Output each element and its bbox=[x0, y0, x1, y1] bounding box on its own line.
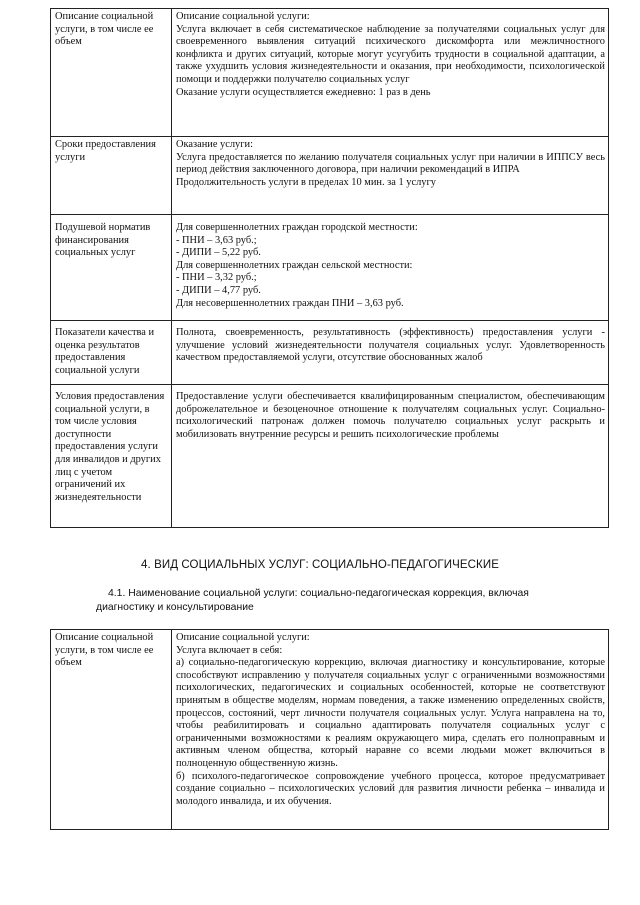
content-line: Услуга включает в себя: bbox=[176, 644, 283, 656]
row-content bbox=[172, 321, 609, 385]
subheading-line: 4.1. Наименование социальной услуги: социально-педагогическая коррекция, включая bbox=[108, 588, 529, 599]
section-heading: 4. ВИД СОЦИАЛЬНЫХ УСЛУГ: СОЦИАЛЬНО-ПЕДАГОГИЧЕСКИЕ bbox=[141, 559, 499, 571]
content-line: - ДИПИ – 4,77 руб. bbox=[176, 284, 261, 296]
row-content bbox=[172, 630, 609, 830]
row-content bbox=[172, 137, 609, 215]
content-line: Предоставление услуги обеспечивается квалифицированным специалистом, обеспечивающим доброжелательное и безоценочное отношение к получателям социальных услуг. Социально-психологический патронаж должен помочь получателю социальных услуг раскрыть и мобилизовать внутренние ресурсы и решить психологические проблемы bbox=[176, 391, 605, 440]
service-table-3 bbox=[50, 8, 609, 528]
table-row bbox=[51, 630, 609, 830]
content-line: - ПНИ – 3,32 руб.; bbox=[176, 272, 257, 284]
content-line: Для совершеннолетних граждан городской местности: bbox=[176, 222, 418, 233]
row-label: Показатели качества и оценка результатов предоставления социальной услуги bbox=[51, 321, 172, 385]
content-line: Для совершеннолетних граждан сельской местности: bbox=[176, 259, 413, 271]
content-line: Описание социальной услуги: bbox=[176, 632, 310, 643]
content-line: а) социально-педагогическую коррекцию, включая диагностику и консультирование, которые способствуют исправлению у получателя социальных услуг с ограниченными возможностями психологических, педагогических и социальных особенностей, которые не соответствуют принятым в обществе моделям, нормам поведения, а также изменению определенных свойств, процессов, состояний, черт личности получателя социальных услуг. Услуга направлена на то, чтобы реабилитировать и социально адаптировать получателя социальных услуг с ограниченными возможностями к реалиям окружающего мира, сделать его полноправным и активным членом общества, который наравне со всеми людьми может включиться в полноценную общественную жизнь. bbox=[176, 657, 605, 769]
row-content bbox=[172, 9, 609, 137]
section-subheading bbox=[96, 587, 578, 615]
content-line: - ДИПИ – 5,22 руб. bbox=[176, 247, 261, 259]
content-line: Оказание услуги: bbox=[176, 139, 253, 150]
content-line: Услуга предоставляется по желанию получателя социальных услуг при наличии в ИППСУ весь период действия заключенного договора, при наличии рекомендаций в ИПРА bbox=[176, 151, 605, 176]
row-content bbox=[172, 385, 609, 528]
table-row bbox=[51, 9, 609, 137]
row-content bbox=[172, 215, 609, 321]
content-line: б) психолого-педагогическое сопровождение учебного процесса, которое предусматривает создание социально – психологических условий для развития личности ребенка – инвалида и молодого инвалида, и их обучения. bbox=[176, 770, 605, 807]
content-line: - ПНИ – 3,63 руб.; bbox=[176, 234, 257, 246]
content-line: Оказание услуги осуществляется ежедневно: 1 раз в день bbox=[176, 86, 431, 98]
table-row bbox=[51, 321, 609, 385]
table-row bbox=[51, 385, 609, 528]
row-label: Описание социальной услуги, в том числе ее объем bbox=[51, 9, 172, 137]
service-table-4-1 bbox=[50, 629, 609, 830]
content-line: Для несовершеннолетних граждан ПНИ – 3,63 руб. bbox=[176, 297, 404, 309]
subheading-line: диагностику и консультирование bbox=[96, 602, 254, 613]
content-line: Описание социальной услуги: bbox=[176, 11, 310, 22]
content-line: Полнота, своевременность, результативность (эффективность) предоставления услуги - улучшение условий жизнедеятельности получателя социальных услуг. Удовлетворенность качеством предоставляемой услуги, отсутствие обоснованных жалоб bbox=[176, 327, 605, 364]
row-label: Подушевой норматив финансирования социальных услуг bbox=[51, 215, 172, 321]
table-row bbox=[51, 137, 609, 215]
row-label: Сроки предоставления услуги bbox=[51, 137, 172, 215]
content-line: Услуга включает в себя систематическое наблюдение за получателями социальных услуг для своевременного выявления ситуаций психического дискомфорта или межличностного конфликта и других ситуаций, которые могут усугубить трудности в социальной адаптации, а также ухудшить условия жизнедеятельности и оказания, при необходимости, психологической помощи и поддержки получателю социальных услуг bbox=[176, 23, 605, 85]
table-row bbox=[51, 215, 609, 321]
row-label: Условия предоставления социальной услуги, в том числе условия доступности предоставления услуги для инвалидов и других лиц с учетом ограничений их жизнедеятельности bbox=[51, 385, 172, 528]
row-label: Описание социальной услуги, в том числе ее объем bbox=[51, 630, 172, 830]
content-line: Продолжительность услуги в пределах 10 мин. за 1 услугу bbox=[176, 176, 436, 188]
